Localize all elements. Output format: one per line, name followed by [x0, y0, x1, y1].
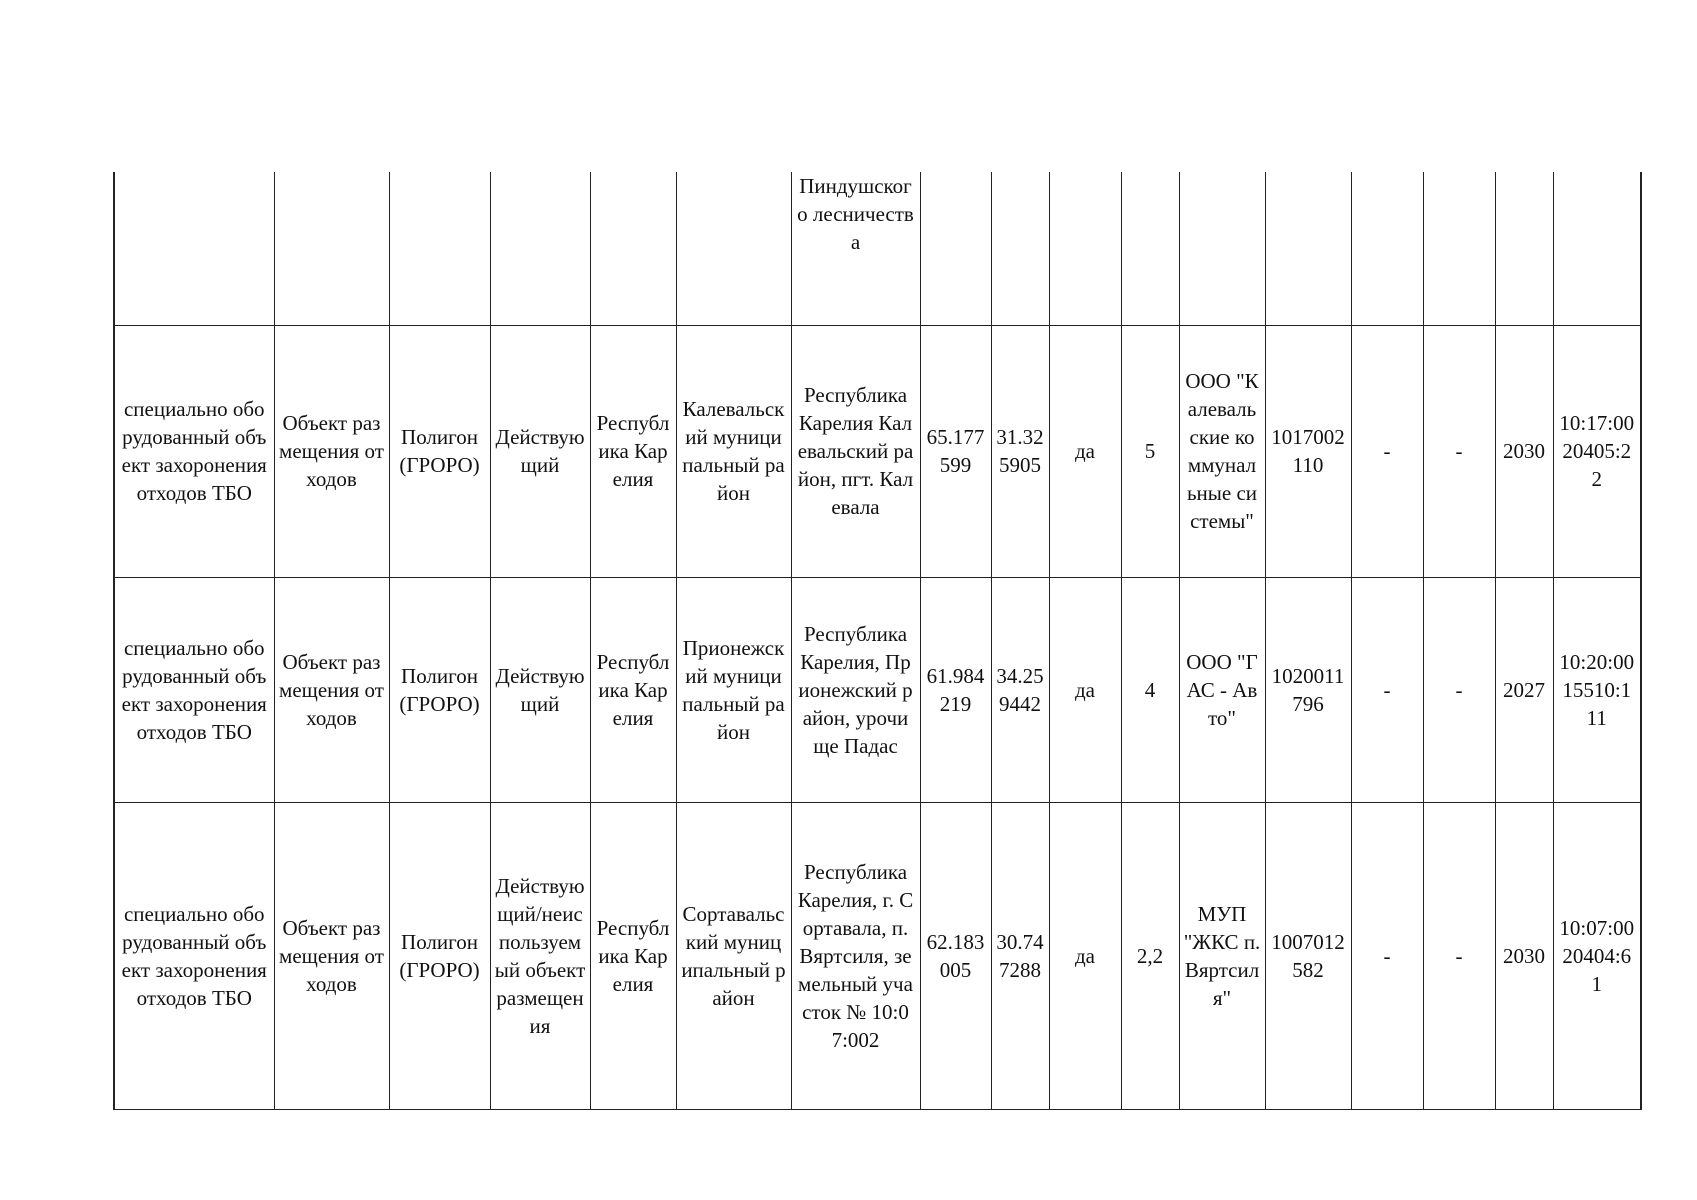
cell-empty	[114, 172, 274, 325]
cell-district: Прионежский муниципальный район	[676, 577, 791, 802]
cell-empty	[1495, 172, 1553, 325]
cell-year: 2030	[1495, 802, 1553, 1109]
cell-region: Республика Карелия	[590, 802, 676, 1109]
cell-dash: -	[1423, 802, 1495, 1109]
cell-empty	[1351, 172, 1423, 325]
cell-dash: -	[1351, 577, 1423, 802]
cell-latitude: 61.984219	[920, 577, 991, 802]
cell-inn: 1007012582	[1265, 802, 1351, 1109]
cell-longitude: 34.259442	[991, 577, 1049, 802]
cell-cadastral-number: 10:20:0015510:111	[1553, 577, 1641, 802]
cell-status: Действующий/неиспользуемый объект размещения	[490, 802, 590, 1109]
cell-operator: ООО "Калевальские коммунальные системы"	[1179, 325, 1265, 577]
cell-year: 2030	[1495, 325, 1553, 577]
cell-empty	[1265, 172, 1351, 325]
cell-empty	[676, 172, 791, 325]
cell-empty	[490, 172, 590, 325]
cell-region: Республика Карелия	[590, 577, 676, 802]
cell-description: специально оборудованный объект захоронения отходов ТБО	[114, 802, 274, 1109]
cell-empty	[274, 172, 389, 325]
address-continuation-text: Пиндушского лесничества	[797, 174, 914, 254]
cell-empty	[1553, 172, 1641, 325]
cell-empty	[590, 172, 676, 325]
cell-description: специально оборудованный объект захоронения отходов ТБО	[114, 577, 274, 802]
cell-address: Республика Карелия Калевальский район, пгт. Калевала	[791, 325, 920, 577]
table-row	[114, 577, 1641, 802]
cell-district: Сортавальский муниципальный район	[676, 802, 791, 1109]
cell-empty	[1049, 172, 1121, 325]
cell-status: Действующий	[490, 577, 590, 802]
cell-dash: -	[1423, 577, 1495, 802]
cell-inn: 1017002110	[1265, 325, 1351, 577]
cell-empty	[1179, 172, 1265, 325]
cell-operator: ООО "ГАС - Авто"	[1179, 577, 1265, 802]
cell-object-kind: Объект размещения отходов	[274, 802, 389, 1109]
cell-flag: да	[1049, 577, 1121, 802]
cell-flag: да	[1049, 325, 1121, 577]
cell-cadastral-number: 10:17:0020405:22	[1553, 325, 1641, 577]
cell-address: Республика Карелия, Прионежский район, урочище Падас	[791, 577, 920, 802]
cell-object-type: Полигон (ГРОРО)	[389, 802, 490, 1109]
table-row	[114, 325, 1641, 577]
cell-object-kind: Объект размещения отходов	[274, 577, 389, 802]
table-row-continuation	[114, 172, 1641, 325]
cell-address-continuation	[791, 172, 920, 325]
cell-dash: -	[1351, 802, 1423, 1109]
cell-status: Действующий	[490, 325, 590, 577]
cell-empty	[991, 172, 1049, 325]
cell-dash: -	[1351, 325, 1423, 577]
waste-facilities-table	[113, 172, 1642, 1110]
cell-description: специально оборудованный объект захоронения отходов ТБО	[114, 325, 274, 577]
cell-empty	[1121, 172, 1179, 325]
cell-region: Республика Карелия	[590, 325, 676, 577]
cell-object-kind: Объект размещения отходов	[274, 325, 389, 577]
cell-object-type: Полигон (ГРОРО)	[389, 325, 490, 577]
cell-empty	[389, 172, 490, 325]
cell-capacity: 4	[1121, 577, 1179, 802]
table-row	[114, 802, 1641, 1109]
cell-empty	[920, 172, 991, 325]
cell-longitude: 31.325905	[991, 325, 1049, 577]
cell-cadastral-number: 10:07:0020404:61	[1553, 802, 1641, 1109]
cell-empty	[1423, 172, 1495, 325]
cell-address: Республика Карелия, г. Сортавала, п. Вяртсиля, земельный участок № 10:07:002	[791, 802, 920, 1109]
cell-capacity: 2,2	[1121, 802, 1179, 1109]
cell-capacity: 5	[1121, 325, 1179, 577]
cell-dash: -	[1423, 325, 1495, 577]
cell-inn: 1020011796	[1265, 577, 1351, 802]
cell-operator: МУП "ЖКС п. Вяртсиля"	[1179, 802, 1265, 1109]
cell-longitude: 30.747288	[991, 802, 1049, 1109]
cell-year: 2027	[1495, 577, 1553, 802]
cell-latitude: 62.183005	[920, 802, 991, 1109]
cell-district: Калевальский муниципальный район	[676, 325, 791, 577]
cell-object-type: Полигон (ГРОРО)	[389, 577, 490, 802]
cell-latitude: 65.177599	[920, 325, 991, 577]
cell-flag: да	[1049, 802, 1121, 1109]
